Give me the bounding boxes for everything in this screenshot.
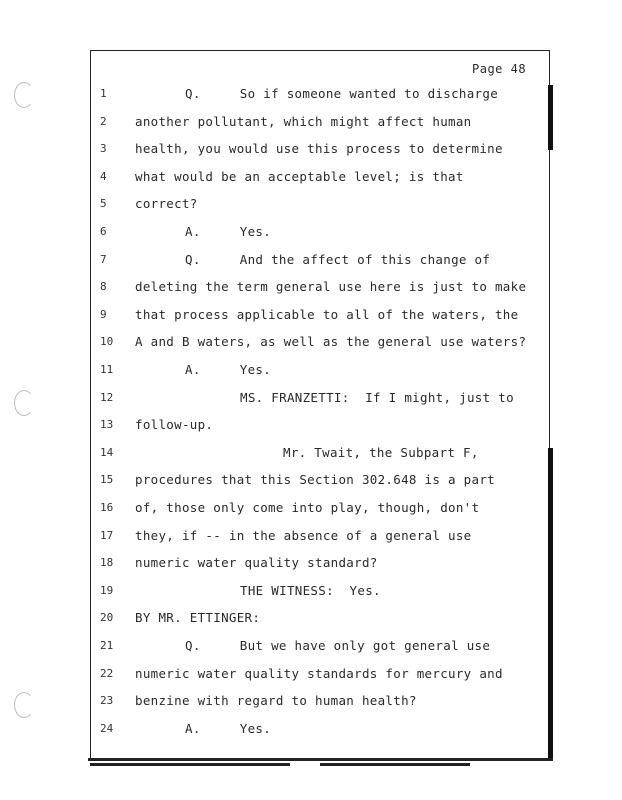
transcript-line: Q. So if someone wanted to discharge [185,86,499,101]
line-number: 12 [100,390,114,404]
line-number: 21 [100,639,114,652]
binder-hole-top [14,82,34,108]
transcript-line: Q. But we have only got general use [185,638,491,653]
line-number: 11 [100,363,114,376]
transcript-line: Q. And the affect of this change of [185,251,491,267]
line-number: 22 [100,666,114,680]
line-number: 19 [100,583,114,597]
binder-hole-middle [14,390,34,416]
line-number: 6 [100,225,107,238]
transcript-line: they, if -- in the absence of a general use [135,527,472,543]
line-number: 20 [100,611,114,625]
transcript-line: health, you would use this process to determine [135,141,503,157]
line-number: 8 [100,280,107,294]
transcript-line: correct? [135,196,198,212]
line-number: 17 [100,528,114,542]
transcript-line: numeric water quality standards for mercury and [135,665,503,681]
line-number: 3 [100,142,107,156]
transcript-line: deleting the term general use here is just to make [135,279,527,295]
line-number: 13 [100,418,114,432]
transcript-line: another pollutant, which might affect human [135,113,472,129]
page-bottom-rule [88,758,553,761]
line-number: 2 [100,114,107,128]
page-edge-bar-bottom [548,448,553,760]
transcript-line: A. Yes. [185,224,272,239]
transcript-line: numeric water quality standard? [135,555,378,571]
line-number: 10 [100,335,114,349]
line-number: 5 [100,197,107,211]
line-number: 23 [100,694,114,708]
line-number: 9 [100,307,107,321]
page-bottom-rule-right [320,763,470,766]
line-number: 16 [100,501,114,514]
line-number: 14 [100,445,114,459]
transcript-page-frame [90,50,550,760]
transcript-line: what would be an acceptable level; is that [135,168,464,184]
line-number: 18 [100,556,114,570]
transcript-line: BY MR. ETTINGER: [135,610,261,626]
page-bottom-rule-left [90,763,290,766]
transcript-line: Mr. Twait, the Subpart F, [283,444,479,460]
transcript-line: MS. FRANZETTI: If I might, just to [240,389,514,405]
transcript-line: follow-up. [135,417,214,433]
transcript-line: THE WITNESS: Yes. [240,582,381,598]
page-edge-bar-top [548,85,553,150]
page-number: Page 48 [472,62,527,76]
line-number: 24 [100,721,114,735]
transcript-line: that process applicable to all of the waters, the [135,306,519,322]
transcript-line: A. Yes. [185,720,272,736]
transcript-line: of, those only come into play, though, don't [135,500,480,515]
line-number: 4 [100,169,107,183]
transcript-line: A. Yes. [185,362,272,377]
transcript-line: A and B waters, as well as the general use waters? [135,334,527,350]
line-number: 1 [100,87,107,100]
line-number: 7 [100,252,107,266]
transcript-line: benzine with regard to human health? [135,693,417,709]
transcript-line: procedures that this Section 302.648 is a part [135,472,495,488]
line-number: 15 [100,473,114,487]
binder-hole-bottom [14,692,34,718]
